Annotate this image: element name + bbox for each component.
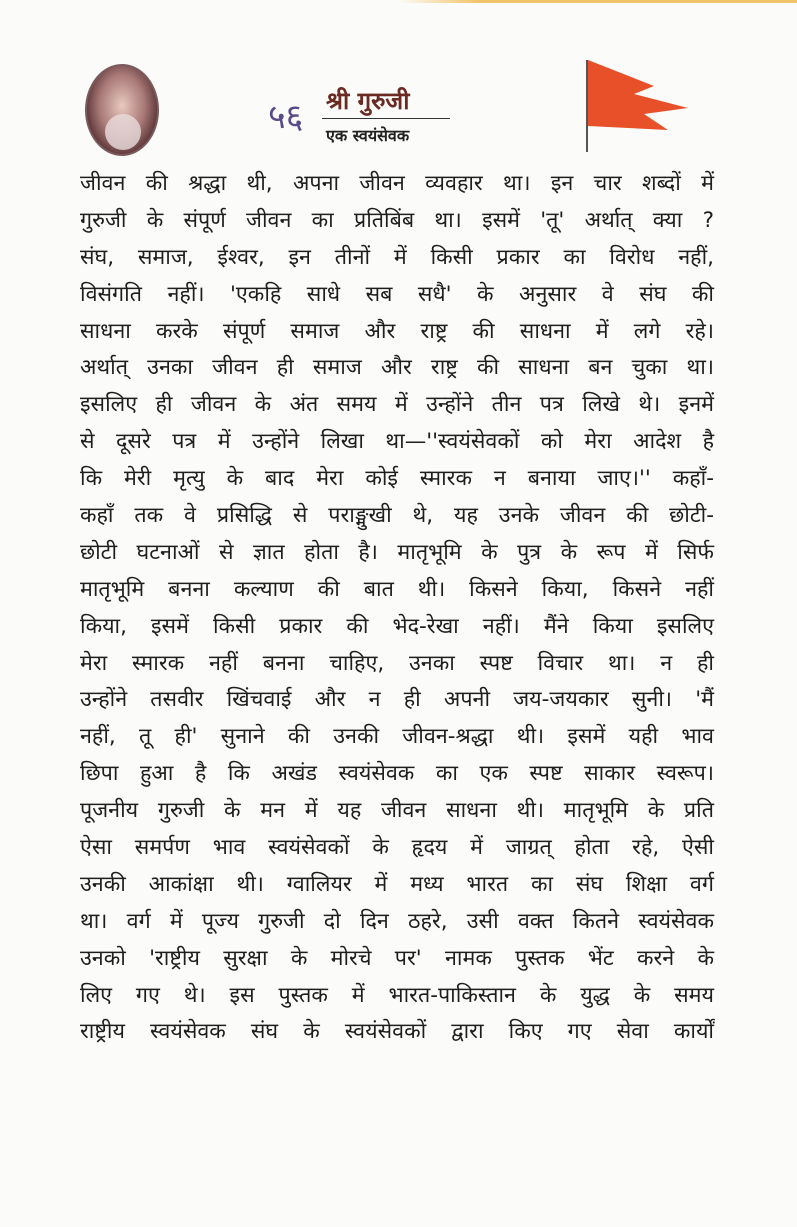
text-line: मातृभूमि बनना कल्याण की बात थी। किसने किया, किसने नहीं: [80, 576, 714, 602]
text-line: नहीं, तू ही' सुनाने की उनकी जीवन-श्रद्धा थी। इसमें यही भाव: [80, 724, 714, 750]
text-line: उनकी आकांक्षा थी। ग्वालियर में मध्य भारत का संघ शिक्षा वर्ग: [80, 871, 714, 897]
text-line: लिए गए थे। इस पुस्तक में भारत-पाकिस्तान के युद्ध के समय: [80, 982, 714, 1008]
body-text: [80, 166, 714, 1051]
text-line: गुरुजी के संपूर्ण जीवन का प्रतिबिंब था। इसमें 'तू' अर्थात् क्या ?: [80, 207, 714, 233]
title-divider: [322, 118, 450, 119]
text-line: कहाँ तक वे प्रसिद्धि से पराङ्मुखी थे, यह उनके जीवन की छोटी-: [80, 503, 714, 529]
text-line: अर्थात् उनका जीवन ही समाज और राष्ट्र की साधना बन चुका था।: [80, 355, 714, 381]
text-line: पूजनीय गुरुजी के मन में यह जीवन साधना थी। मातृभूमि के प्रति: [80, 798, 714, 824]
text-line: उनको 'राष्ट्रीय सुरक्षा के मोरचे पर' नामक पुस्तक भेंट करने के: [80, 945, 714, 971]
text-line: इसलिए ही जीवन के अंत समय में उन्होंने तीन पत्र लिखे थे। इनमें: [80, 392, 714, 418]
running-title: श्री गुरुजी: [326, 87, 410, 115]
text-line: छिपा हुआ है कि अखंड स्वयंसेवक का एक स्पष्ट साकार स्वरूप।: [80, 761, 714, 787]
text-line: था। वर्ग में पूज्य गुरुजी दो दिन ठहरे, उसी वक्त कितने स्वयंसेवक: [80, 908, 714, 934]
portrait-beard: [105, 114, 141, 150]
text-line: मेरा स्मारक नहीं बनना चाहिए, उनका स्पष्ट विचार था। न ही: [80, 650, 714, 676]
text-line: संघ, समाज, ईश्वर, इन तीनों में किसी प्रकार का विरोध नहीं,: [80, 244, 714, 270]
page-edge: [0, 0, 797, 3]
text-line: कि मेरी मृत्यु के बाद मेरा कोई स्मारक न बनाया जाए।'' कहाँ-: [80, 466, 714, 492]
text-line: छोटी घटनाओं से ज्ञात होता है। मातृभूमि के पुत्र के रूप में सिर्फ: [80, 539, 714, 565]
saffron-flag-icon: [584, 58, 694, 154]
text-line: किया, इसमें किसी प्रकार की भेद-रेखा नहीं। मैंने किया इसलिए: [80, 613, 714, 639]
text-line: राष्ट्रीय स्वयंसेवक संघ के स्वयंसेवकों द्वारा किए गए सेवा कार्यों: [80, 1019, 714, 1045]
text-line: ऐसा समर्पण भाव स्वयंसेवकों के हृदय में जाग्रत् होता रहे, ऐसी: [80, 835, 714, 861]
text-line: साधना करके संपूर्ण समाज और राष्ट्र की साधना में लगे रहे।: [80, 318, 714, 344]
page-number: ५६: [268, 97, 304, 137]
text-line: उन्होंने तसवीर खिंचवाई और न ही अपनी जय-जयकार सुनी। 'मैं: [80, 687, 714, 713]
running-subtitle: एक स्वयंसेवक: [326, 126, 410, 145]
portrait-image: [85, 64, 159, 156]
text-line: जीवन की श्रद्धा थी, अपना जीवन व्यवहार था। इन चार शब्दों में: [80, 171, 714, 196]
text-line: विसंगति नहीं। 'एकहि साधे सब सधै' के अनुसार वे संघ की: [80, 281, 714, 307]
text-line: से दूसरे पत्र में उन्होंने लिखा था—''स्वयंसेवकों को मेरा आदेश है: [80, 429, 714, 455]
